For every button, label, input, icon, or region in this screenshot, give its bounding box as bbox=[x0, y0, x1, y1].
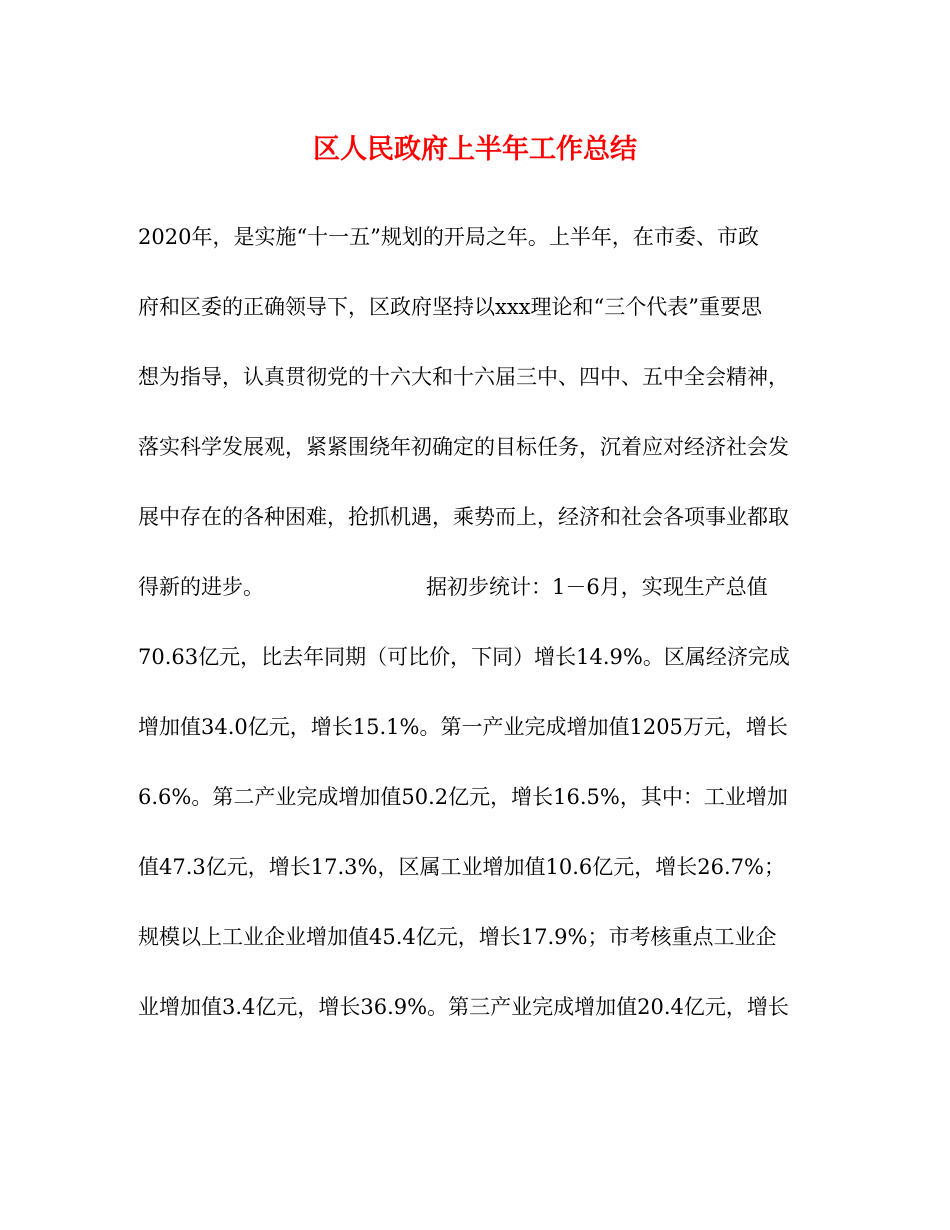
body-line-tail: 据初步统计：1－6月，实现生产总值 bbox=[426, 575, 768, 599]
body-line: 6.6%。第二产业完成增加值50.2亿元，增长16.5%，其中：工业增加 bbox=[138, 785, 788, 809]
body-line: 落实科学发展观，紧紧围绕年初确定的目标任务，沉着应对经济社会发 bbox=[138, 435, 789, 459]
body-line: 展中存在的各种困难，抢抓机遇，乘势而上，经济和社会各项事业都取 bbox=[138, 505, 789, 529]
body-line: 2020年，是实施“十一五”规划的开局之年。上半年，在市委、市政 bbox=[138, 225, 759, 249]
body-line: 府和区委的正确领导下，区政府坚持以xxx理论和“三个代表”重要思 bbox=[138, 295, 762, 319]
body-line: 值47.3亿元，增长17.3%，区属工业增加值10.6亿元，增长26.7%； bbox=[138, 855, 785, 879]
body-line bbox=[138, 572, 838, 602]
body-line: 业增加值3.4亿元，增长36.9%。第三产业完成增加值20.4亿元，增长 bbox=[138, 995, 789, 1019]
document-title: 区人民政府上半年工作总结 bbox=[313, 134, 637, 165]
body-line: 规模以上工业企业增加值45.4亿元，增长17.9%；市考核重点工业企 bbox=[138, 925, 777, 949]
body-line: 增加值34.0亿元，增长15.1%。第一产业完成增加值1205万元，增长 bbox=[138, 715, 788, 739]
body-line: 想为指导，认真贯彻党的十六大和十六届三中、四中、五中全会精神， bbox=[138, 365, 789, 389]
body-line: 70.63亿元，比去年同期（可比价，下同）增长14.9%。区属经济完成 bbox=[138, 645, 790, 669]
body-line-head: 得新的进步。 bbox=[138, 575, 264, 599]
